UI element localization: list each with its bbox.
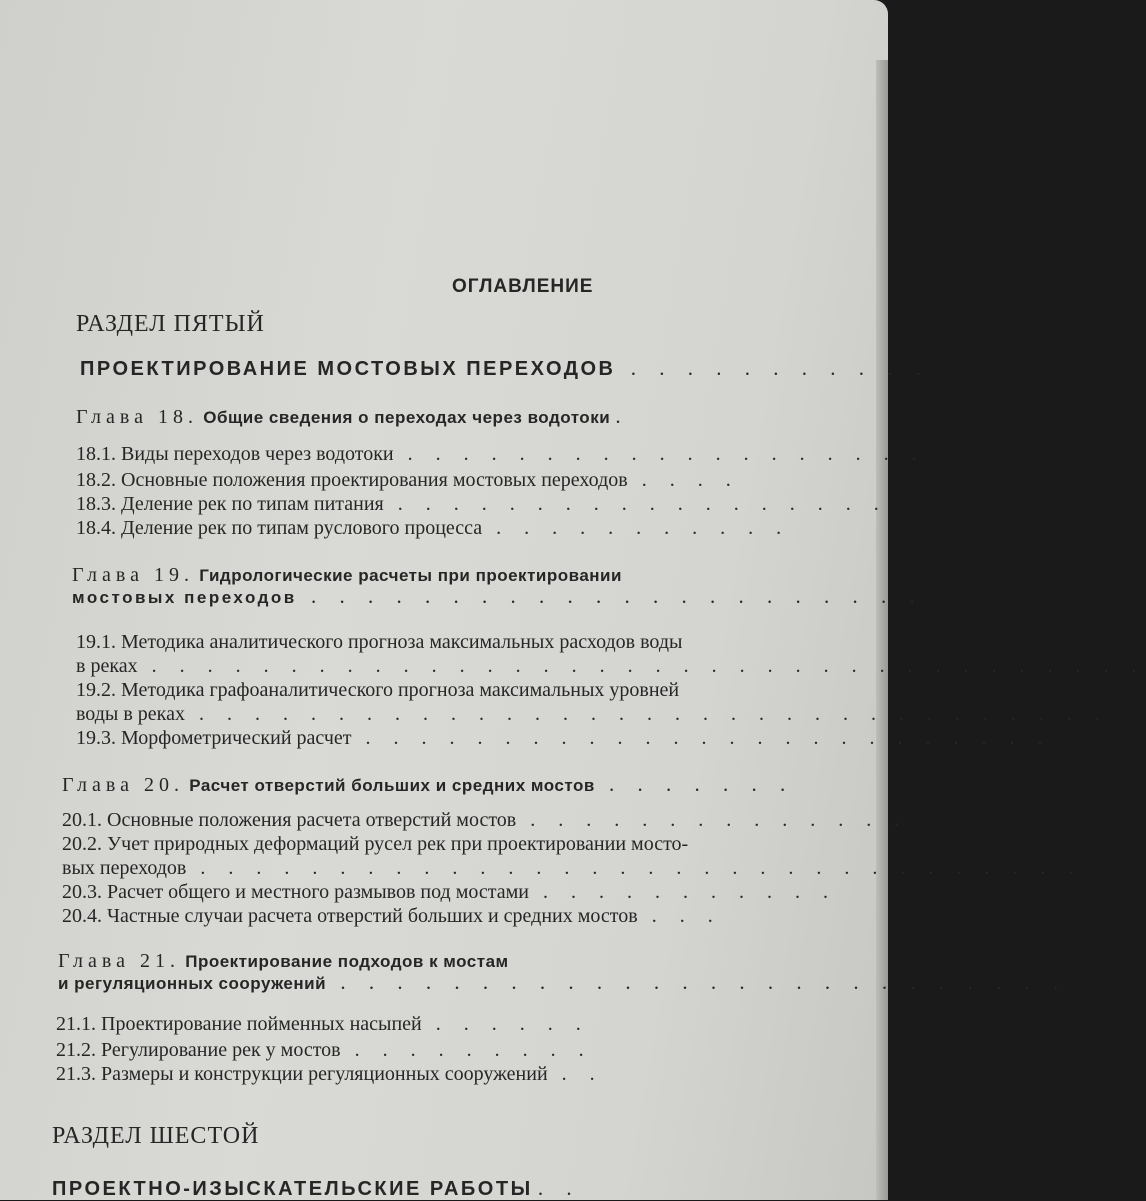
toc-item-18-1: 18.1. Виды переходов через водотоки . . . . . . . . . . . . . . . . . . .: [76, 443, 926, 465]
toc-title: ОГЛАВЛЕНИЕ: [452, 276, 594, 297]
leader-dots: . . . .: [627, 469, 740, 491]
leader-dots: . . . . . .: [421, 1013, 590, 1035]
leader-dots: . . . . . . . . . . . . . . . . . . . . . .: [296, 584, 924, 608]
toc-item-18-2: 18.2. Основные положения проектирования мостовых переходов . . . .: [76, 469, 740, 491]
chapter-21-title-cont: и регуляционных сооружений: [58, 974, 327, 993]
chapter-20-title: Расчет отверстий больших и средних мостов: [189, 776, 595, 795]
leader-dots: . . . . . . . . . . .: [630, 356, 930, 380]
section-5-label: РАЗДЕЛ ПЯТЫЙ: [76, 311, 265, 337]
leader-dots: . . . . . . . . . . .: [528, 881, 837, 903]
toc-item-19-1-cont: в реках . . . . . . . . . . . . . . . . . . . . . . . . . . . . . . . . . . . .: [76, 655, 1146, 677]
leader-dots: . . . . . . . . . . . . . . . . . . .: [393, 443, 926, 465]
chapter-20-prefix: Глава 20.: [62, 774, 184, 796]
leader-dots: . . . . . . .: [594, 772, 795, 796]
toc-item-19-2: 19.2. Методика графоаналитического прогноза максимальных уровней: [76, 679, 680, 701]
toc-item-20-2-cont: вых переходов . . . . . . . . . . . . . . . . . . . . . . . . . . . . . . . .: [62, 857, 1083, 879]
leader-dots: . . . . . . . . . . . . . . . . . . . . . . . . . .: [326, 970, 1068, 994]
toc-item-19-1: 19.1. Методика аналитического прогноза максимальных расходов воды: [76, 631, 683, 653]
section-6-label: РАЗДЕЛ ШЕСТОЙ: [52, 1123, 260, 1149]
chapter-19-prefix: Глава 19.: [72, 564, 194, 586]
leader-dots: . . . . . . . . . . . . . .: [516, 809, 909, 831]
leader-dots: . . . . . . . . . . . . . . . . . . . . . . . . . . . . . . . . .: [184, 703, 1109, 725]
leader-dots: . . . . . . . . . . .: [482, 517, 791, 539]
chapter-18-heading: [76, 404, 630, 430]
leader-dots: . . . . . . . . . . . . . . . . . .: [383, 493, 888, 515]
chapter-19-heading-cont: [72, 584, 924, 610]
chapter-19-title-cont: мостовых переходов: [72, 588, 297, 607]
toc-item-18-3: 18.3. Деление рек по типам питания . . . . . . . . . . . . . . . . . .: [76, 493, 888, 515]
toc-item-19-3: 19.3. Морфометрический расчет . . . . . . . . . . . . . . . . . . . . . . . . .: [76, 727, 1052, 749]
section-5-title-row: [80, 356, 930, 381]
leader-dots: . .: [547, 1063, 604, 1085]
chapter-21-prefix: Глава 21.: [58, 950, 180, 972]
toc-item-20-1: 20.1. Основные положения расчета отверстий мостов . . . . . . . . . . . . . .: [62, 809, 909, 831]
chapter-21-heading-cont: [58, 970, 1067, 996]
section-5-title: ПРОЕКТИРОВАНИЕ МОСТОВЫХ ПЕРЕХОДОВ: [80, 358, 616, 380]
toc-item-20-2: 20.2. Учет природных деформаций русел рек при проектировании мосто-: [62, 833, 689, 855]
toc-item-21-3: 21.3. Размеры и конструкции регуляционных сооружений . .: [56, 1063, 604, 1085]
chapter-18-title: Общие сведения о переходах через водотоки: [203, 408, 611, 427]
chapter-19-title: Гидрологические расчеты при проектировании: [199, 566, 622, 585]
leader-dots: . . .: [637, 905, 722, 927]
section-6-title: ПРОЕКТНО-ИЗЫСКАТЕЛЬСКИЕ РАБОТЫ: [52, 1178, 533, 1200]
leader-dots: . . . . . . . . .: [340, 1039, 593, 1061]
leader-dots: . .: [537, 1176, 581, 1200]
toc-item-20-4: 20.4. Частные случаи расчета отверстий больших и средних мостов . . .: [62, 905, 722, 927]
page-edge: [876, 60, 888, 1200]
toc-item-21-2: 21.2. Регулирование рек у мостов . . . . . . . . .: [56, 1039, 593, 1061]
toc-item-18-4: 18.4. Деление рек по типам руслового процесса . . . . . . . . . . .: [76, 517, 791, 539]
toc-item-19-2-cont: воды в реках . . . . . . . . . . . . . . . . . . . . . . . . . . . . . . . . .: [76, 703, 1109, 725]
leader-dots: . . . . . . . . . . . . . . . . . . . . . . . . .: [351, 727, 1052, 749]
chapter-20-heading: [62, 772, 794, 798]
toc-item-21-1: 21.1. Проектирование пойменных насыпей . . . . . .: [56, 1013, 590, 1035]
chapter-18-prefix: Глава 18.: [76, 406, 198, 428]
leader-dots: .: [615, 404, 630, 428]
leader-dots: . . . . . . . . . . . . . . . . . . . . . . . . . . . . . . . .: [186, 857, 1083, 879]
chapter-21-title: Проектирование подходов к мостам: [185, 952, 509, 971]
toc-item-20-3: 20.3. Расчет общего и местного размывов под мостами . . . . . . . . . . .: [62, 881, 837, 903]
section-6-title-row: [52, 1176, 581, 1201]
leader-dots: . . . . . . . . . . . . . . . . . . . . . . . . . . . . . . . . . . . .: [137, 655, 1146, 677]
